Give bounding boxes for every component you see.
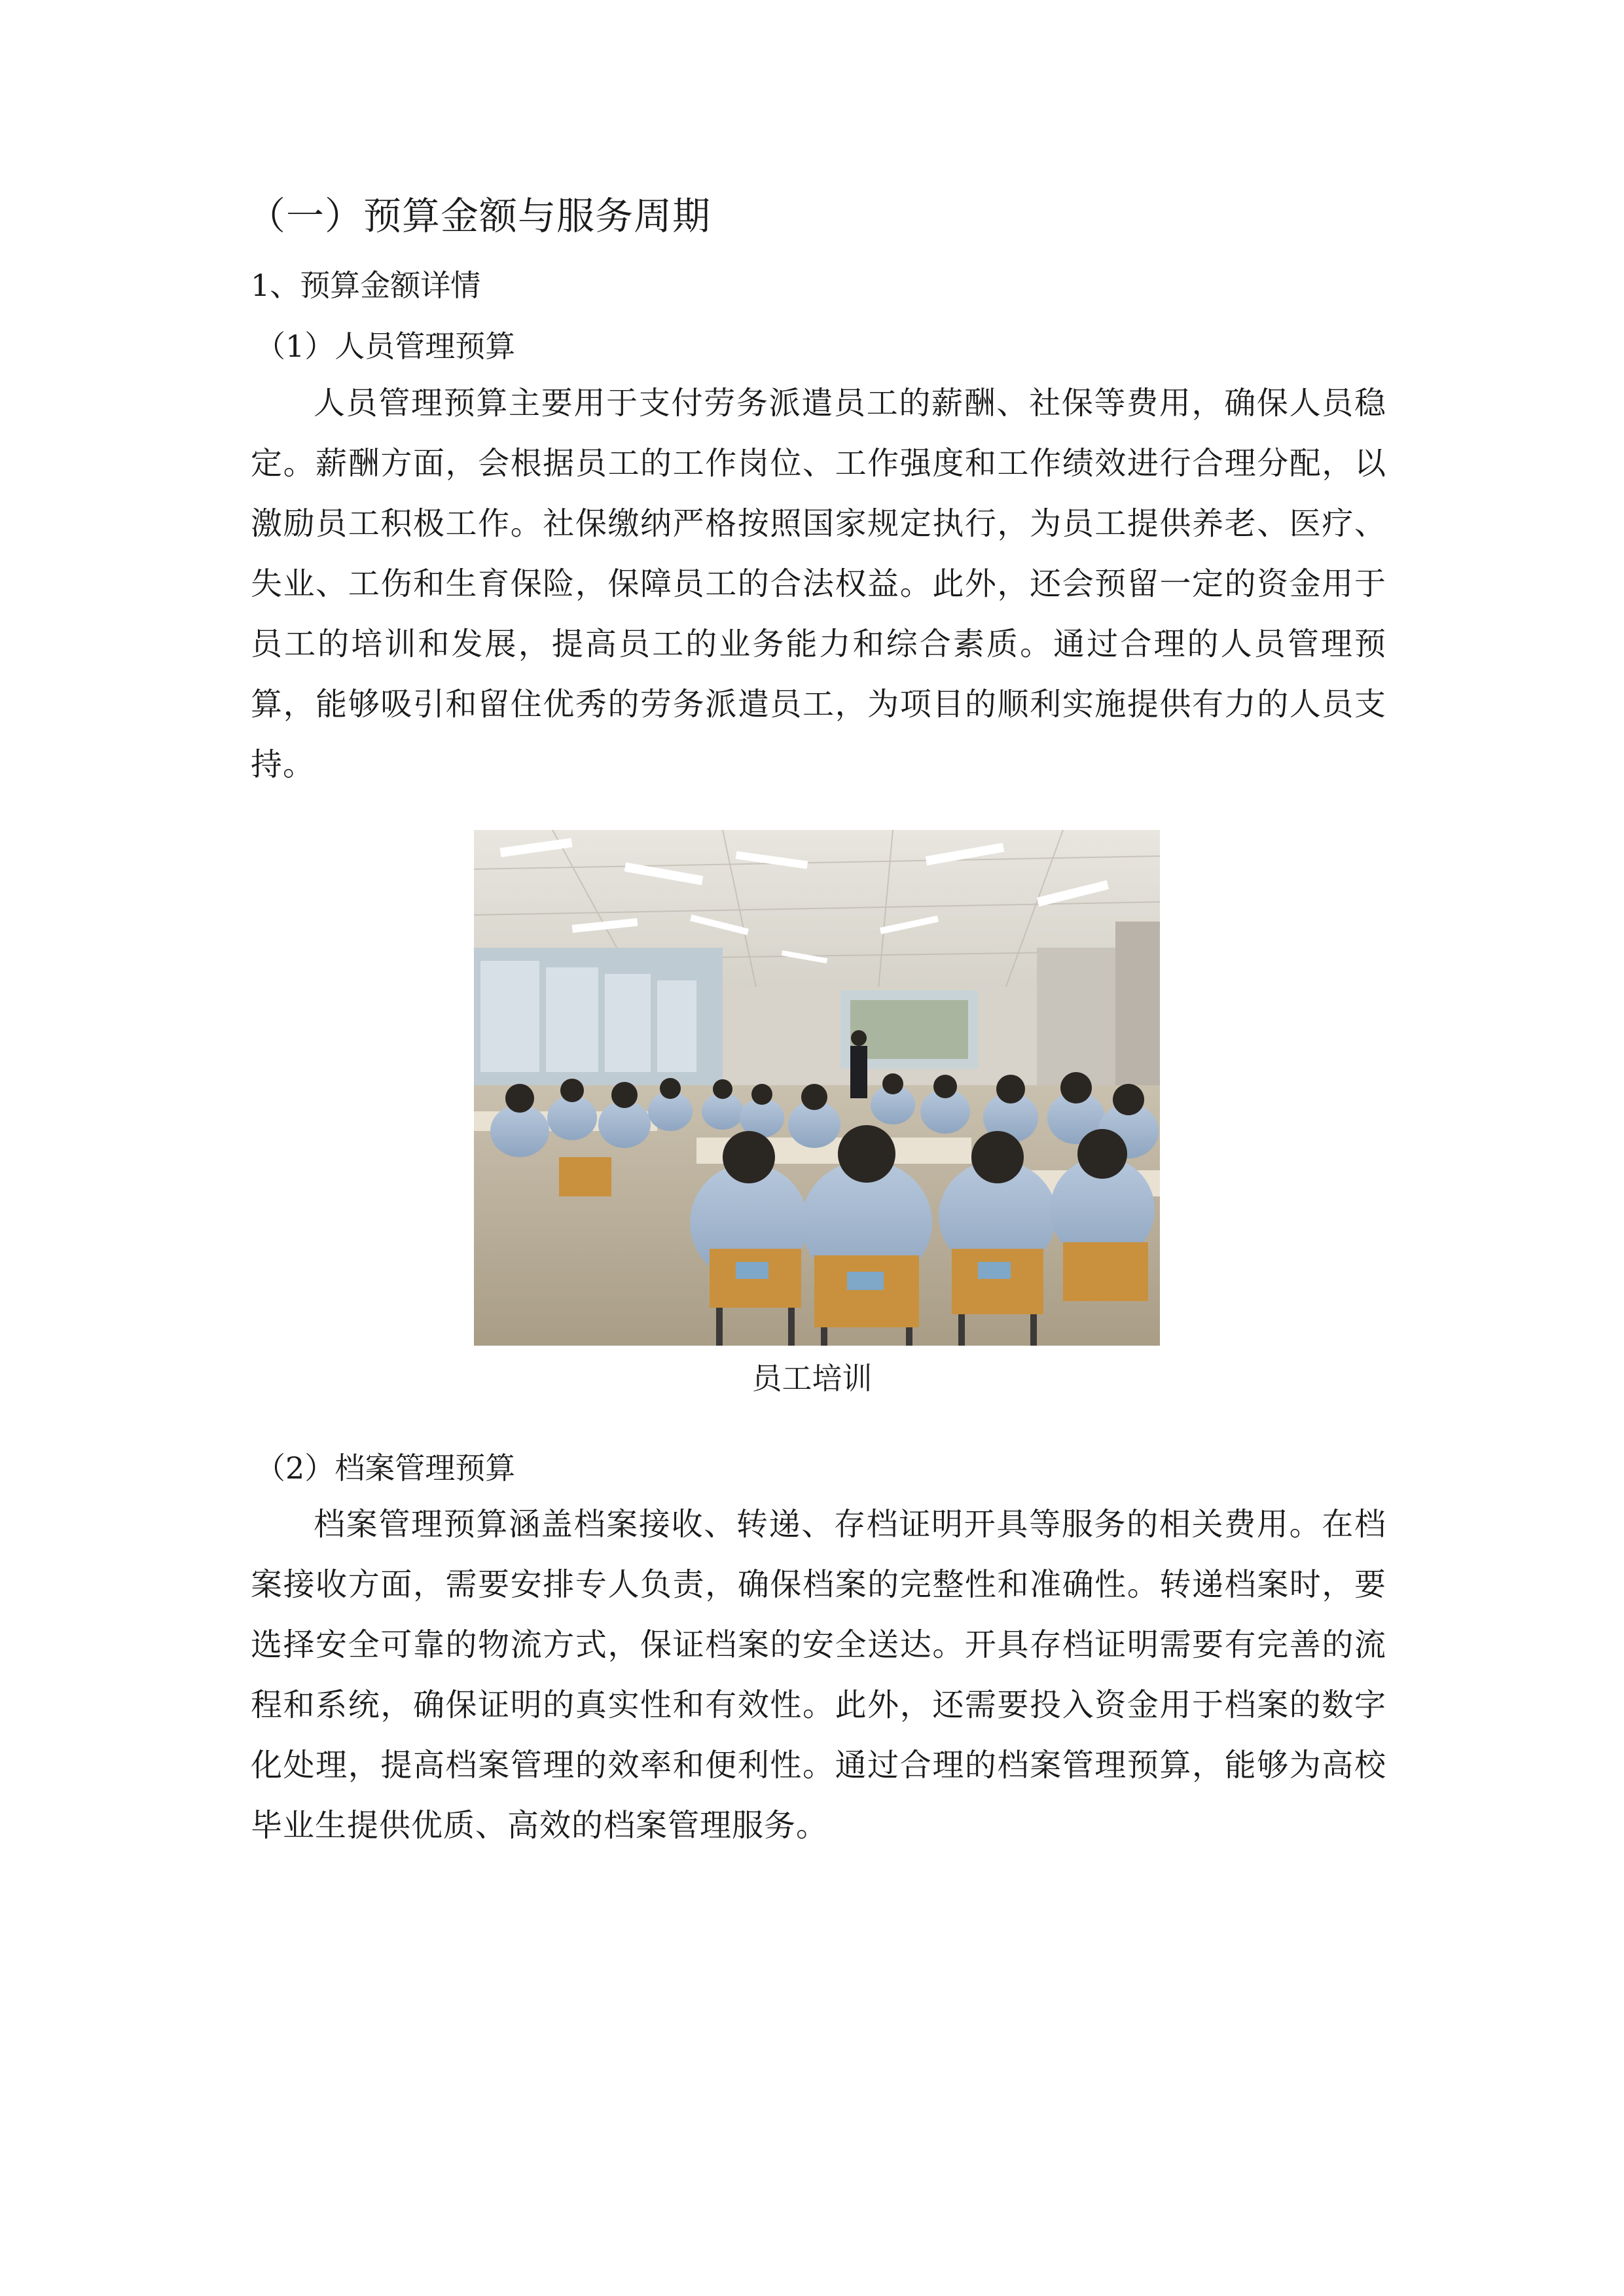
figure-caption: 员工培训 bbox=[751, 1361, 873, 1396]
paragraph-personnel-budget: 人员管理预算主要用于支付劳务派遣员工的薪酬、社保等费用，确保人员稳定。薪酬方面，会根据员工的工作岗位、工作强度和工作绩效进行合理分配，以激励员工积极工作。社保缴纳严格按照国家规定执行，为员工提供养老、医疗、失业、工伤和生育保险，保障员工的合法权益。此外，还会预留一定的资金用于员工的培训和发展，提高员工的业务能力和综合素质。通过合理的人员管理预算，能够吸引和留住优秀的劳务派遣员工，为项目的顺利实施提供有力的人员支持。 bbox=[251, 385, 1386, 783]
item-heading-archives: （2）档案管理预算 bbox=[255, 1450, 516, 1486]
section-heading: （一）预算金额与服务周期 bbox=[247, 194, 712, 238]
paragraph-archives-budget: 档案管理预算涵盖档案接收、转递、存档证明开具等服务的相关费用。在档案接收方面，需要安排专人负责，确保档案的完整性和准确性。转递档案时，要选择安全可靠的物流方式，保证档案的安全送达。开具存档证明需要有完善的流程和系统，确保证明的真实性和有效性。此外，还需要投入资金用于档案的数字化处理，提高档案管理的效率和便利性。通过合理的档案管理预算，能够为高校毕业生提供优质、高效的档案管理服务。 bbox=[251, 1506, 1386, 1844]
training-photo bbox=[474, 830, 1160, 1346]
item-heading-personnel: （1）人员管理预算 bbox=[255, 329, 516, 364]
subsection-heading: 1、预算金额详情 bbox=[251, 268, 481, 303]
